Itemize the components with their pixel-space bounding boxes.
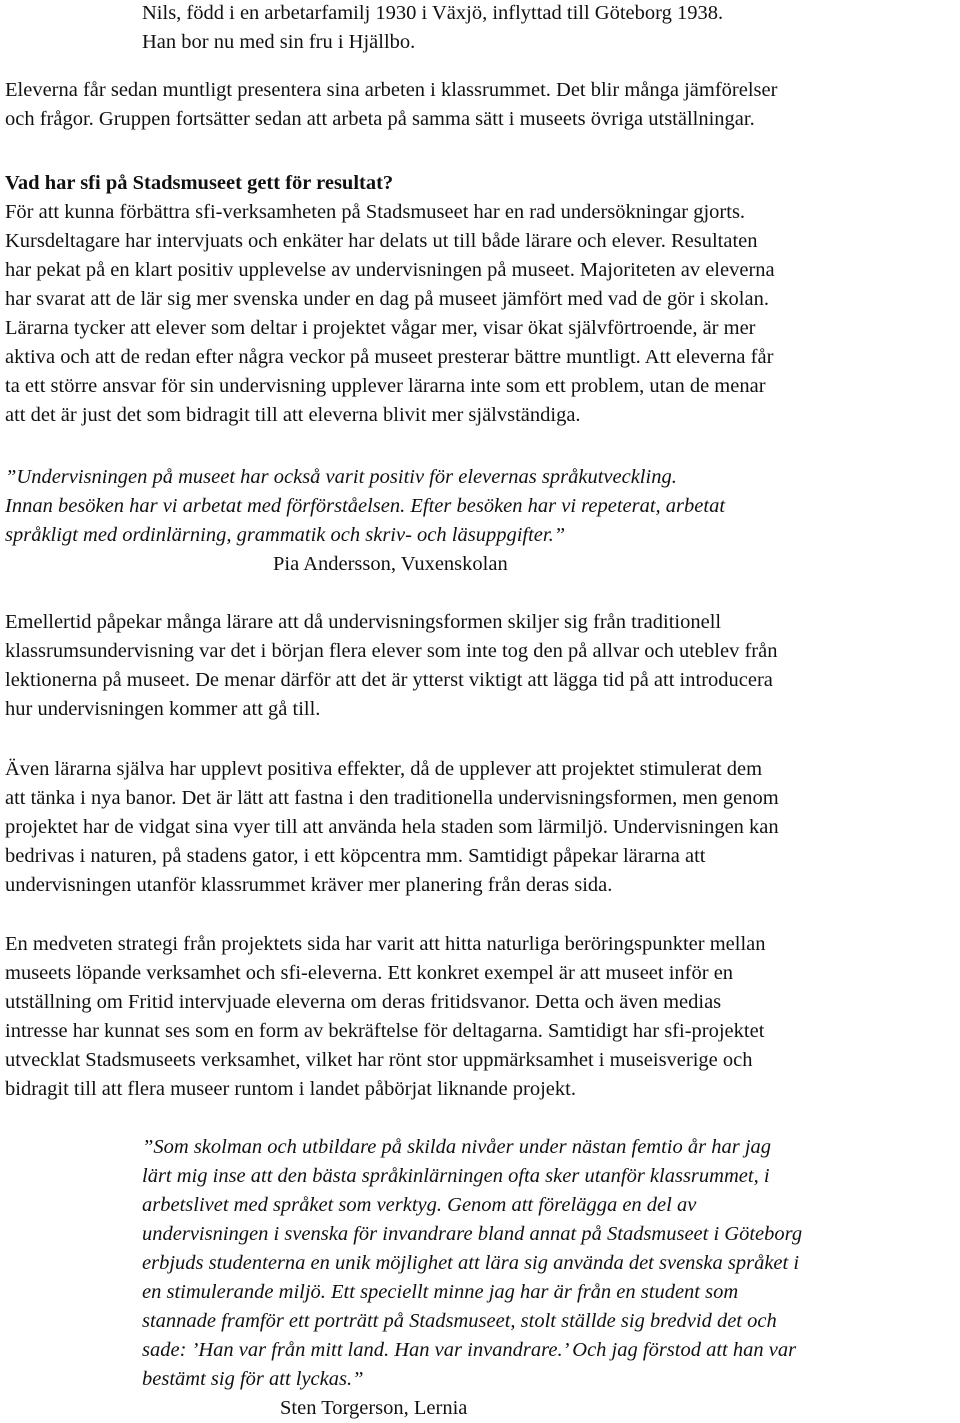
paragraph-presentation [5, 76, 777, 134]
quote-line: undervisningen i svenska för invandrare bland annat på Stadsmuseet i Göteborg [142, 1223, 803, 1245]
text-line: bidragit till att flera museer runtom i landet påbörjat liknande projekt. [5, 1078, 576, 1100]
paragraph-teacher-effects [5, 755, 779, 900]
text-line: att det är just det som bidragit till att eleverna blivit mer självständiga. [5, 404, 581, 426]
quote-attribution: Sten Torgerson, Lernia [280, 1397, 468, 1419]
text-line: Även lärarna själva har upplevt positiva effekter, då de upplever att projektet stimulerat dem [5, 758, 763, 780]
section-heading: Vad har sfi på Stadsmuseet gett för resultat? [5, 172, 394, 194]
quote-line: språkligt med ordinlärning, grammatik och skriv- och läsuppgifter.” [5, 524, 566, 546]
intro-paragraph [142, 0, 723, 57]
text-line: utställning om Fritid intervjuade eleverna om deras fritidsvanor. Detta och även medias [5, 991, 722, 1013]
text-line: Eleverna får sedan muntligt presentera sina arbeten i klassrummet. Det blir många jämförelser [5, 79, 778, 101]
quote-line: lärt mig inse att den bästa språkinlärningen ofta sker utanför klassrummet, i [142, 1165, 770, 1187]
text-line: Nils, född i en arbetarfamilj 1930 i Växjö, inflyttad till Göteborg 1938. [142, 2, 724, 24]
text-line: För att kunna förbättra sfi-verksamheten på Stadsmuseet har en rad undersökningar gjorts. [5, 201, 746, 223]
text-line: hur undervisningen kommer att gå till. [5, 698, 321, 720]
text-line: Han bor nu med sin fru i Hjällbo. [142, 31, 416, 53]
text-line: Lärarna tycker att elever som deltar i projektet vågar mer, visar ökat självförtroende, är mer [5, 317, 756, 339]
results-section [5, 169, 775, 430]
quote-pia-andersson [5, 463, 725, 550]
quote-line: erbjuds studenterna en unik möjlighet att lära sig använda det svenska språket i [142, 1252, 800, 1274]
quote-line: arbetslivet med språket som verktyg. Genom att förelägga en del av [142, 1194, 697, 1216]
quote-sten-torgerson [142, 1133, 802, 1394]
quote-line: stannade framför ett porträtt på Stadsmuseet, stolt ställde sig bredvid det och [142, 1310, 777, 1332]
text-line: har svarat att de lär sig mer svenska under en dag på museet jämfört med vad de gör i skolan. [5, 288, 769, 310]
paragraph-strategy [5, 930, 766, 1104]
quote-line: ”Undervisningen på museet har också varit positiv för elevernas språkutveckling. [5, 466, 677, 488]
text-line: undervisningen utanför klassrummet kräver mer planering från deras sida. [5, 874, 613, 896]
text-line: och frågor. Gruppen fortsätter sedan att arbeta på samma sätt i museets övriga utställningar. [5, 108, 755, 130]
text-line: intresse har kunnat ses som en form av bekräftelse för deltagarna. Samtidigt har sfi-projektet [5, 1020, 765, 1042]
text-line: klassrumsundervisning var det i början flera elever som inte tog den på allvar och uteblev från [5, 640, 778, 662]
text-line: utvecklat Stadsmuseets verksamhet, vilket har rönt stor uppmärksamhet i museisverige och [5, 1049, 753, 1071]
paragraph-challenges [5, 608, 777, 724]
text-line: har pekat på en klart positiv upplevelse av undervisningen på museet. Majoriteten av eleverna [5, 259, 775, 281]
text-line: bedrivas i naturen, på stadens gator, i ett köpcentra mm. Samtidigt påpekar lärarna att [5, 845, 706, 867]
quote-line: sade: ’Han var från mitt land. Han var invandrare.’ Och jag förstod att han var [142, 1339, 797, 1361]
text-line: projektet har de vidgat sina vyer till att använda hela staden som lärmiljö. Undervisningen kan [5, 816, 779, 838]
text-line: ta ett större ansvar för sin undervisning upplever lärarna inte som ett problem, utan de menar [5, 375, 766, 397]
quote-line: bestämt sig för att lyckas.” [142, 1368, 364, 1390]
text-line: museets löpande verksamhet och sfi-eleverna. Ett konkret exempel är att museet inför en [5, 962, 734, 984]
quote-attribution: Pia Andersson, Vuxenskolan [273, 553, 508, 575]
text-line: att tänka i nya banor. Det är lätt att fastna i den traditionella undervisningsformen, men genom [5, 787, 779, 809]
quote-line: ”Som skolman och utbildare på skilda nivåer under nästan femtio år har jag [142, 1136, 772, 1158]
text-line: aktiva och att de redan efter några veckor på museet presterar bättre muntligt. Att eleverna får [5, 346, 774, 368]
quote-line: en stimulerande miljö. Ett speciellt minne jag har är från en student som [142, 1281, 739, 1303]
text-line: Kursdeltagare har intervjuats och enkäter har delats ut till både lärare och elever. Resultaten [5, 230, 758, 252]
quote-line: Innan besöken har vi arbetat med förförståelsen. Efter besöken har vi repeterat, arbetat [5, 495, 726, 517]
text-line: En medveten strategi från projektets sida har varit att hitta naturliga beröringspunkter mellan [5, 933, 766, 955]
text-line: lektionerna på museet. De menar därför att det är ytterst viktigt att lägga tid på att introducera [5, 669, 773, 691]
text-line: Emellertid påpekar många lärare att då undervisningsformen skiljer sig från traditionell [5, 611, 722, 633]
